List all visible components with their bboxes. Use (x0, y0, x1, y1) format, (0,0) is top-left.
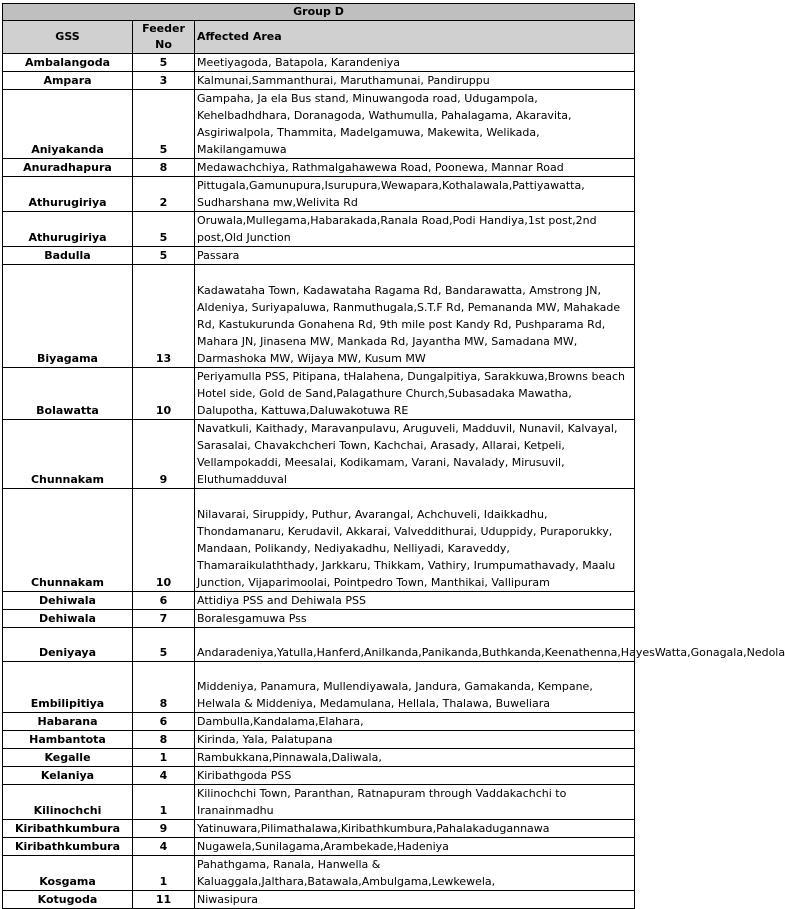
table-row (3, 159, 635, 177)
gss-cell: Dehiwala (3, 592, 133, 610)
affected-area-cell: Kiribathgoda PSS (195, 767, 635, 785)
gss-cell: Kegalle (3, 749, 133, 767)
table-row (3, 368, 635, 420)
gss-cell: Kilinochchi (3, 785, 133, 820)
feeder-no-cell: 11 (133, 891, 195, 909)
gss-cell: Kotugoda (3, 891, 133, 909)
feeder-no-cell: 1 (133, 749, 195, 767)
gss-cell: Anuradhapura (3, 159, 133, 177)
table-row (3, 838, 635, 856)
feeder-no-cell: 9 (133, 820, 195, 838)
table-row (3, 628, 635, 662)
feeder-no-cell: 5 (133, 90, 195, 159)
affected-area-cell: Kalmunai,Sammanthurai, Maruthamunai, Pandiruppu (195, 72, 635, 90)
gss-cell: Badulla (3, 247, 133, 265)
feeder-no-cell: 2 (133, 177, 195, 212)
gss-cell: Kiribathkumbura (3, 838, 133, 856)
feeder-no-cell: 8 (133, 731, 195, 749)
header-row (3, 21, 635, 54)
gss-cell: Ambalangoda (3, 54, 133, 72)
affected-area-cell: Kilinochchi Town, Paranthan, Ratnapuram through Vaddakachchi to Iranainmadhu (195, 785, 635, 820)
affected-area-cell: Kirinda, Yala, Palatupana (195, 731, 635, 749)
affected-area-cell: Niwasipura (195, 891, 635, 909)
affected-area-cell: Kadawataha Town, Kadawataha Ragama Rd, Bandarawatta, Amstrong JN, Aldeniya, Suriyapaluwa, Ranmuthugala,S.T.F Rd, Pemananda MW, Mahakade Rd, Kastukurunda Gonahena Rd, 9th mile post Kandy Rd, Pushparama Rd, Mahara JN, Jinasena MW, Mankada Rd, Jayantha MW, Samadana MW, Darmashoka MW, Wijaya MW, Kusum MW (195, 265, 635, 368)
feeder-no-cell: 8 (133, 662, 195, 713)
gss-cell: Hambantota (3, 731, 133, 749)
feeder-no-cell: 3 (133, 72, 195, 90)
table-row (3, 662, 635, 713)
feeder-no-cell: 7 (133, 610, 195, 628)
gss-cell: Ampara (3, 72, 133, 90)
feeder-no-cell: 5 (133, 54, 195, 72)
affected-area-cell: Middeniya, Panamura, Mullendiyawala, Jandura, Gamakanda, Kempane, Helwala & Middeniya, Medamulana, Hellala, Thalawa, Buweliara (195, 662, 635, 713)
feeder-no-cell: 8 (133, 159, 195, 177)
table-row (3, 177, 635, 212)
affected-area-cell: Oruwala,Mullegama,Habarakada,Ranala Road,Podi Handiya,1st post,2nd post,Old Junction (195, 212, 635, 247)
affected-area-cell: Yatinuwara,Pilimathalawa,Kiribathkumbura,Pahalakadugannawa (195, 820, 635, 838)
gss-cell: Chunnakam (3, 420, 133, 489)
affected-area-cell: Gampaha, Ja ela Bus stand, Minuwangoda road, Udugampola, Kehelbadhdhara, Doranagoda, Wathumulla, Pahalagama, Akaravita, Asgiriwalpola, Thammita, Madelgamuwa, Makewita, Welikada, Makilangamuwa (195, 90, 635, 159)
feeder-no-cell: 6 (133, 592, 195, 610)
feeder-no-cell: 6 (133, 713, 195, 731)
affected-area-cell: Pahathgama, Ranala, Hanwella & Kaluaggala,Jalthara,Batawala,Ambulgama,Lewkewela, (195, 856, 635, 891)
affected-area-cell: Nilavarai, Siruppidy, Puthur, Avarangal, Achchuveli, Idaikkadhu, Thondamanaru, Kerudavil, Akkarai, Valveddithurai, Uduppidy, Puraporukky, Mandaan, Polikandy, Nediyakadhu, Nelliyadi, Karaveddy, Thamaraikulaththady, Jarkkaru, Thikkam, Vathiry, Irumpumathavady, Maalu Junction, Vijaparimoolai, Pointpedro Town, Manthikai, Vallipuram (195, 489, 635, 592)
table-row (3, 212, 635, 247)
table-row (3, 891, 635, 909)
feeder-no-cell: 10 (133, 368, 195, 420)
feeder-no-cell: 10 (133, 489, 195, 592)
affected-area-cell: Attidiya PSS and Dehiwala PSS (195, 592, 635, 610)
table-row (3, 767, 635, 785)
feeder-no-cell: 4 (133, 767, 195, 785)
affected-area-cell: Periyamulla PSS, Pitipana, tHalahena, Dungalpitiya, Sarakkuwa,Browns beach Hotel side, Gold de Sand,Palagathure Church,Subasadaka Mawatha, Dalupotha, Kattuwa,Daluwakotuwa RE (195, 368, 635, 420)
gss-cell: Habarana (3, 713, 133, 731)
group-title-row (3, 4, 635, 21)
affected-area-cell: Medawachchiya, Rathmalgahawewa Road, Poonewa, Mannar Road (195, 159, 635, 177)
table-row (3, 731, 635, 749)
table-row (3, 72, 635, 90)
affected-area-cell: Nugawela,Sunilagama,Arambekade,Hadeniya (195, 838, 635, 856)
feeder-no-cell: 13 (133, 265, 195, 368)
table-row (3, 54, 635, 72)
affected-area-cell: Passara (195, 247, 635, 265)
table-row (3, 90, 635, 159)
feeder-no-cell: 5 (133, 212, 195, 247)
group-d-table (2, 3, 785, 909)
affected-area-cell: Boralesgamuwa Pss (195, 610, 635, 628)
gss-cell: Bolawatta (3, 368, 133, 420)
gss-cell: Embilipitiya (3, 662, 133, 713)
feeder-no-cell: 1 (133, 785, 195, 820)
affected-area-cell: Pittugala,Gamunupura,Isurupura,Wewapara,Kothalawala,Pattiyawatta, Sudharshana mw,Welivita Rd (195, 177, 635, 212)
table-row (3, 785, 635, 820)
table-row (3, 420, 635, 489)
table-row (3, 610, 635, 628)
table-row (3, 265, 635, 368)
table-row (3, 247, 635, 265)
gss-cell: Kosgama (3, 856, 133, 891)
affected-area-cell: Meetiyagoda, Batapola, Karandeniya (195, 54, 635, 72)
gss-cell: Biyagama (3, 265, 133, 368)
affected-area-cell: Navatkuli, Kaithady, Maravanpulavu, Aruguveli, Madduvil, Nunavil, Kalvayal, Sarasalai, Chavakchcheri Town, Kachchai, Arasady, Allarai, Ketpeli, Vellampokaddi, Meesalai, Kodikamam, Varani, Navalady, Mirusuvil, Eluthumadduval (195, 420, 635, 489)
table-row (3, 592, 635, 610)
gss-cell: Athurugiriya (3, 212, 133, 247)
feeder-no-cell: 5 (133, 247, 195, 265)
gss-cell: Kiribathkumbura (3, 820, 133, 838)
affected-area-cell: Dambulla,Kandalama,Elahara, (195, 713, 635, 731)
header-gss: GSS (3, 21, 133, 54)
table-row (3, 489, 635, 592)
gss-cell: Kelaniya (3, 767, 133, 785)
gss-cell: Dehiwala (3, 610, 133, 628)
header-affected-area: Affected Area (195, 21, 635, 54)
feeder-no-cell: 9 (133, 420, 195, 489)
table-row (3, 856, 635, 891)
feeder-no-cell: 5 (133, 628, 195, 662)
feeder-no-cell: 4 (133, 838, 195, 856)
affected-area-cell: Andaradeniya,Yatulla,Hanferd,Anilkanda,Panikanda,Buthkanda,Keenathenna,HayesWatta,Gonagala,Nedola (195, 628, 635, 662)
header-feeder-no: Feeder No (133, 21, 195, 54)
feeder-no-cell: 1 (133, 856, 195, 891)
gss-cell: Deniyaya (3, 628, 133, 662)
table-row (3, 820, 635, 838)
table-row (3, 713, 635, 731)
gss-cell: Aniyakanda (3, 90, 133, 159)
affected-areas-sheet (2, 3, 785, 909)
gss-cell: Chunnakam (3, 489, 133, 592)
gss-cell: Athurugiriya (3, 177, 133, 212)
affected-area-cell: Rambukkana,Pinnawala,Daliwala, (195, 749, 635, 767)
table-row (3, 749, 635, 767)
group-title: Group D (3, 4, 635, 21)
